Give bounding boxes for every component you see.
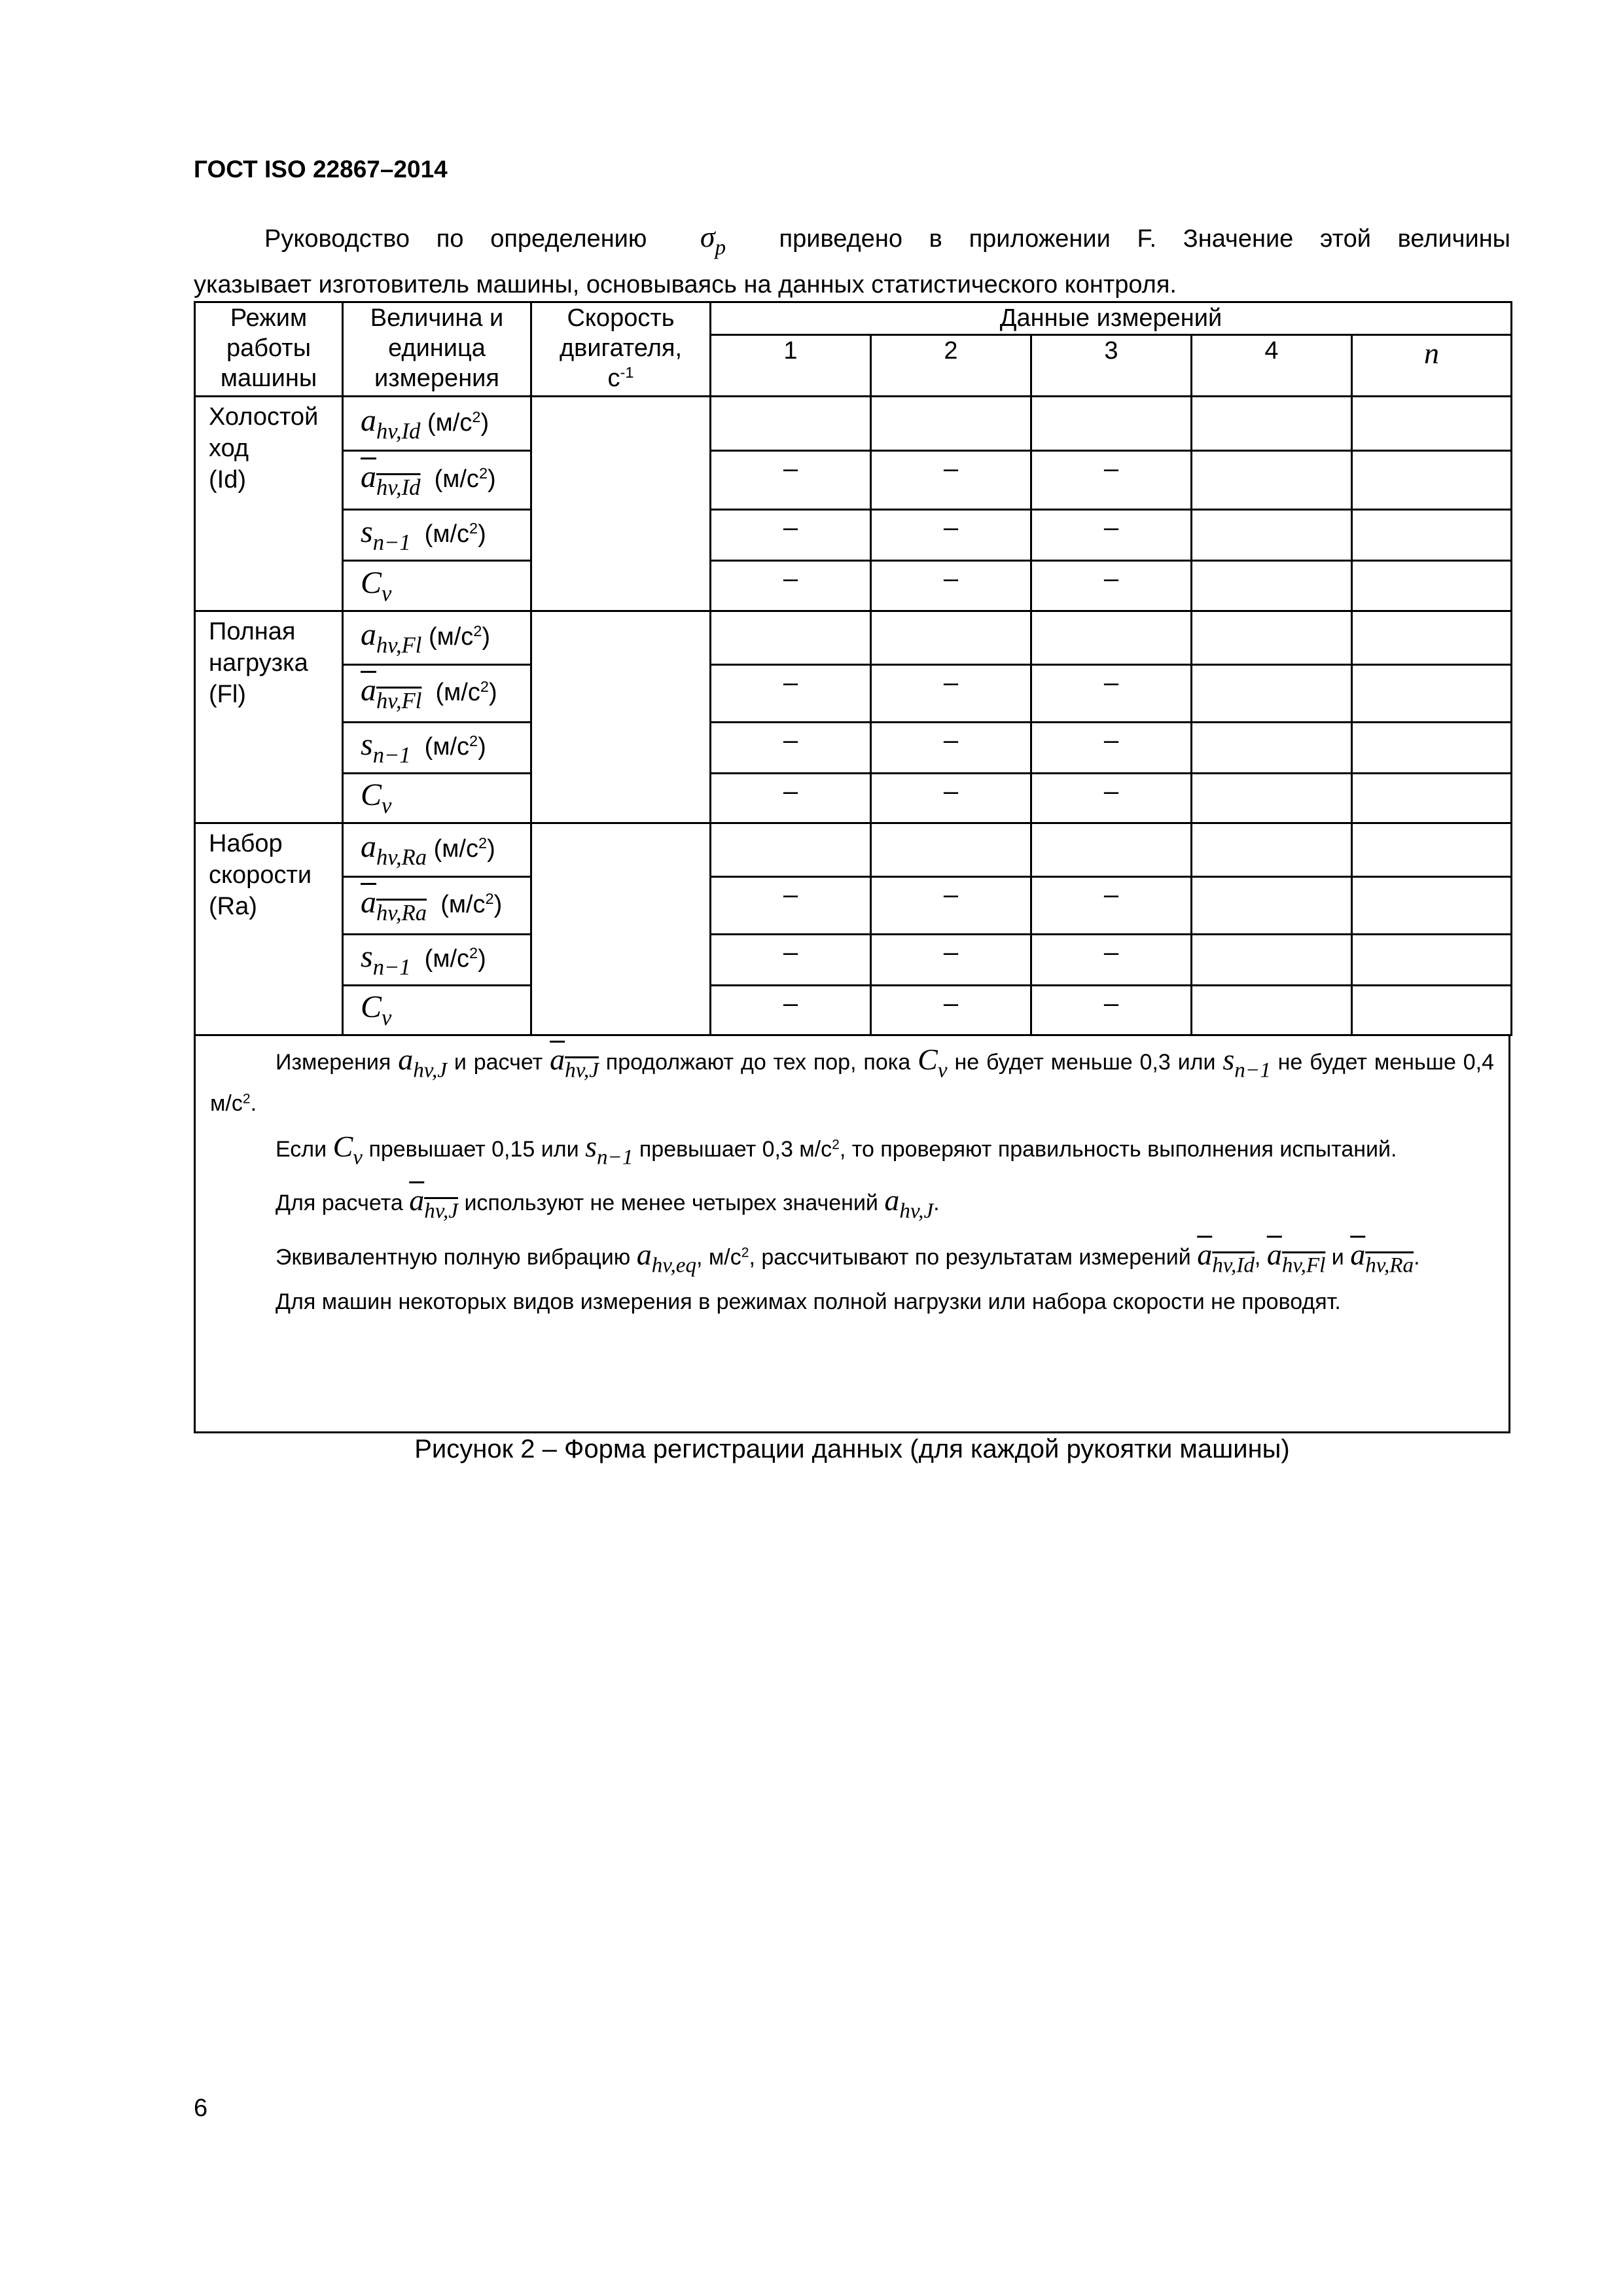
intro-paragraph: [194, 219, 1510, 303]
document-header: ГОСТ ISO 22867–2014: [194, 156, 448, 183]
quantity-a-hv: $a_{hv,Id}$ $(м/с^2)$: [343, 397, 531, 451]
header-engine-speed: Скорость двигателя, $с^{-1}$: [531, 302, 711, 397]
dash-cell: –: [871, 986, 1031, 1035]
intro-text: Руководство по определению: [264, 225, 647, 253]
data-cell: [871, 823, 1031, 877]
data-cell: [1352, 723, 1512, 774]
data-cell: [1192, 397, 1352, 451]
mode-acceleration: Набор скорости (Ra): [195, 823, 343, 1035]
data-cell: [1192, 774, 1352, 823]
dash-cell: –: [1031, 451, 1192, 510]
data-cell: [1192, 877, 1352, 935]
dash-cell: –: [711, 561, 871, 611]
data-cell: [711, 823, 871, 877]
data-cell: [1031, 611, 1192, 665]
engine-speed-cell: [531, 611, 711, 823]
quantity-a-hv-mean: $a_{hv,Id}$ $(м/с^2)$: [343, 451, 531, 510]
data-registration-form: [194, 301, 1512, 1036]
note-5: Для машин некоторых видов измерения в режимах полной нагрузки или набора скорости не проводят.: [276, 1289, 1341, 1315]
data-cell: [1192, 611, 1352, 665]
col-2: 2: [871, 335, 1031, 397]
data-cell: [711, 611, 871, 665]
data-cell: [1192, 451, 1352, 510]
data-cell: [1192, 665, 1352, 723]
mode-full-load: Полная нагрузка (Fl): [195, 611, 343, 823]
intro-line-1: [194, 219, 1510, 266]
dash-cell: –: [711, 451, 871, 510]
header-mode: Режим работы машины: [195, 302, 343, 397]
dash-cell: –: [871, 510, 1031, 561]
data-cell: [711, 397, 871, 451]
note-1: Измерения $a_{hv,J}$ и расчет $a_{hv,J}$ продолжают до тех пор, пока $C_v$ не будет меньше 0,3 или $s_{n-1}$ не будет меньше 0,4 $м/с^2$.: [210, 1043, 1494, 1116]
engine-speed-cell: [531, 823, 711, 1035]
data-cell: [1192, 723, 1352, 774]
table-notes: [194, 1034, 1510, 1433]
dash-cell: –: [1031, 986, 1192, 1035]
data-cell: [1352, 935, 1512, 986]
dash-cell: –: [711, 986, 871, 1035]
dash-cell: –: [711, 774, 871, 823]
dash-cell: –: [1031, 877, 1192, 935]
dash-cell: –: [871, 665, 1031, 723]
dash-cell: –: [1031, 774, 1192, 823]
dash-cell: –: [871, 451, 1031, 510]
dash-cell: –: [871, 774, 1031, 823]
dash-cell: –: [1031, 561, 1192, 611]
dash-cell: –: [1031, 665, 1192, 723]
header-measurements: Данные измерений: [711, 302, 1512, 335]
data-cell: [1192, 986, 1352, 1035]
col-4: 4: [1192, 335, 1352, 397]
sigma-p-symbol: $\sigma_p$: [700, 220, 726, 260]
intro-line-2: указывает изготовитель машины, основываясь на данных статистического контроля.: [194, 270, 1177, 298]
data-cell: [1352, 561, 1512, 611]
quantity-cv: $C_v$: [343, 774, 531, 823]
data-cell: [1192, 823, 1352, 877]
engine-speed-cell: [531, 397, 711, 611]
quantity-cv: $C_v$: [343, 986, 531, 1035]
quantity-cv: $C_v$: [343, 561, 531, 611]
header-quantity: Величина и единица измерения: [343, 302, 531, 397]
dash-cell: –: [711, 665, 871, 723]
note-2: Если $C_v$ превышает 0,15 или $s_{n-1}$ превышает 0,3 $м/с^2$, то проверяют правильность выполнения испытаний.: [276, 1129, 1397, 1170]
dash-cell: –: [871, 723, 1031, 774]
data-cell: [1031, 397, 1192, 451]
data-cell: [1352, 611, 1512, 665]
col-n: n: [1352, 335, 1512, 397]
col-3: 3: [1031, 335, 1192, 397]
dash-cell: –: [711, 935, 871, 986]
figure-caption: Рисунок 2 – Форма регистрации данных (для каждой рукоятки машины): [414, 1435, 1290, 1463]
data-cell: [1352, 510, 1512, 561]
data-cell: [871, 611, 1031, 665]
mode-idle: Холостой ход (Id): [195, 397, 343, 611]
data-cell: [1192, 510, 1352, 561]
note-3: Для расчета $a_{hv,J}$ используют не менее четырех значений $a_{hv,J}$.: [276, 1183, 940, 1223]
dash-cell: –: [711, 877, 871, 935]
dash-cell: –: [871, 877, 1031, 935]
quantity-s: $s_{n-1}$ $(м/с^2)$: [343, 935, 531, 986]
data-cell: [1352, 665, 1512, 723]
data-cell: [1192, 935, 1352, 986]
data-cell: [1352, 986, 1512, 1035]
quantity-a-hv-mean: $a_{hv,Fl}$ $(м/с^2)$: [343, 665, 531, 723]
dash-cell: –: [1031, 935, 1192, 986]
page-number: 6: [194, 2094, 208, 2122]
quantity-a-hv: $a_{hv,Fl}$ $(м/с^2)$: [343, 611, 531, 665]
data-cell: [871, 397, 1031, 451]
quantity-a-hv-mean: $a_{hv,Ra}$ $(м/с^2)$: [343, 877, 531, 935]
dash-cell: –: [711, 723, 871, 774]
data-cell: [1192, 561, 1352, 611]
quantity-s: $s_{n-1}$ $(м/с^2)$: [343, 723, 531, 774]
dash-cell: –: [711, 510, 871, 561]
col-1: 1: [711, 335, 871, 397]
dash-cell: –: [1031, 723, 1192, 774]
dash-cell: –: [871, 561, 1031, 611]
dash-cell: –: [1031, 510, 1192, 561]
data-cell: [1352, 774, 1512, 823]
note-4: Эквивалентную полную вибрацию $a_{hv,eq}$, $м/с^2$, рассчитывают по результатам измерений $a_{hv,Id}$, $a_{hv,Fl}$ и $a_{hv,Ra}$.: [276, 1237, 1420, 1278]
data-cell: [1031, 823, 1192, 877]
quantity-s: $s_{n-1}$ $(м/с^2)$: [343, 510, 531, 561]
dash-cell: –: [871, 935, 1031, 986]
intro-text: приведено в приложении F. Значение этой величины: [779, 225, 1510, 253]
data-cell: [1352, 397, 1512, 451]
quantity-a-hv: $a_{hv,Ra}$ $(м/с^2)$: [343, 823, 531, 877]
data-cell: [1352, 823, 1512, 877]
data-cell: [1352, 877, 1512, 935]
data-cell: [1352, 451, 1512, 510]
